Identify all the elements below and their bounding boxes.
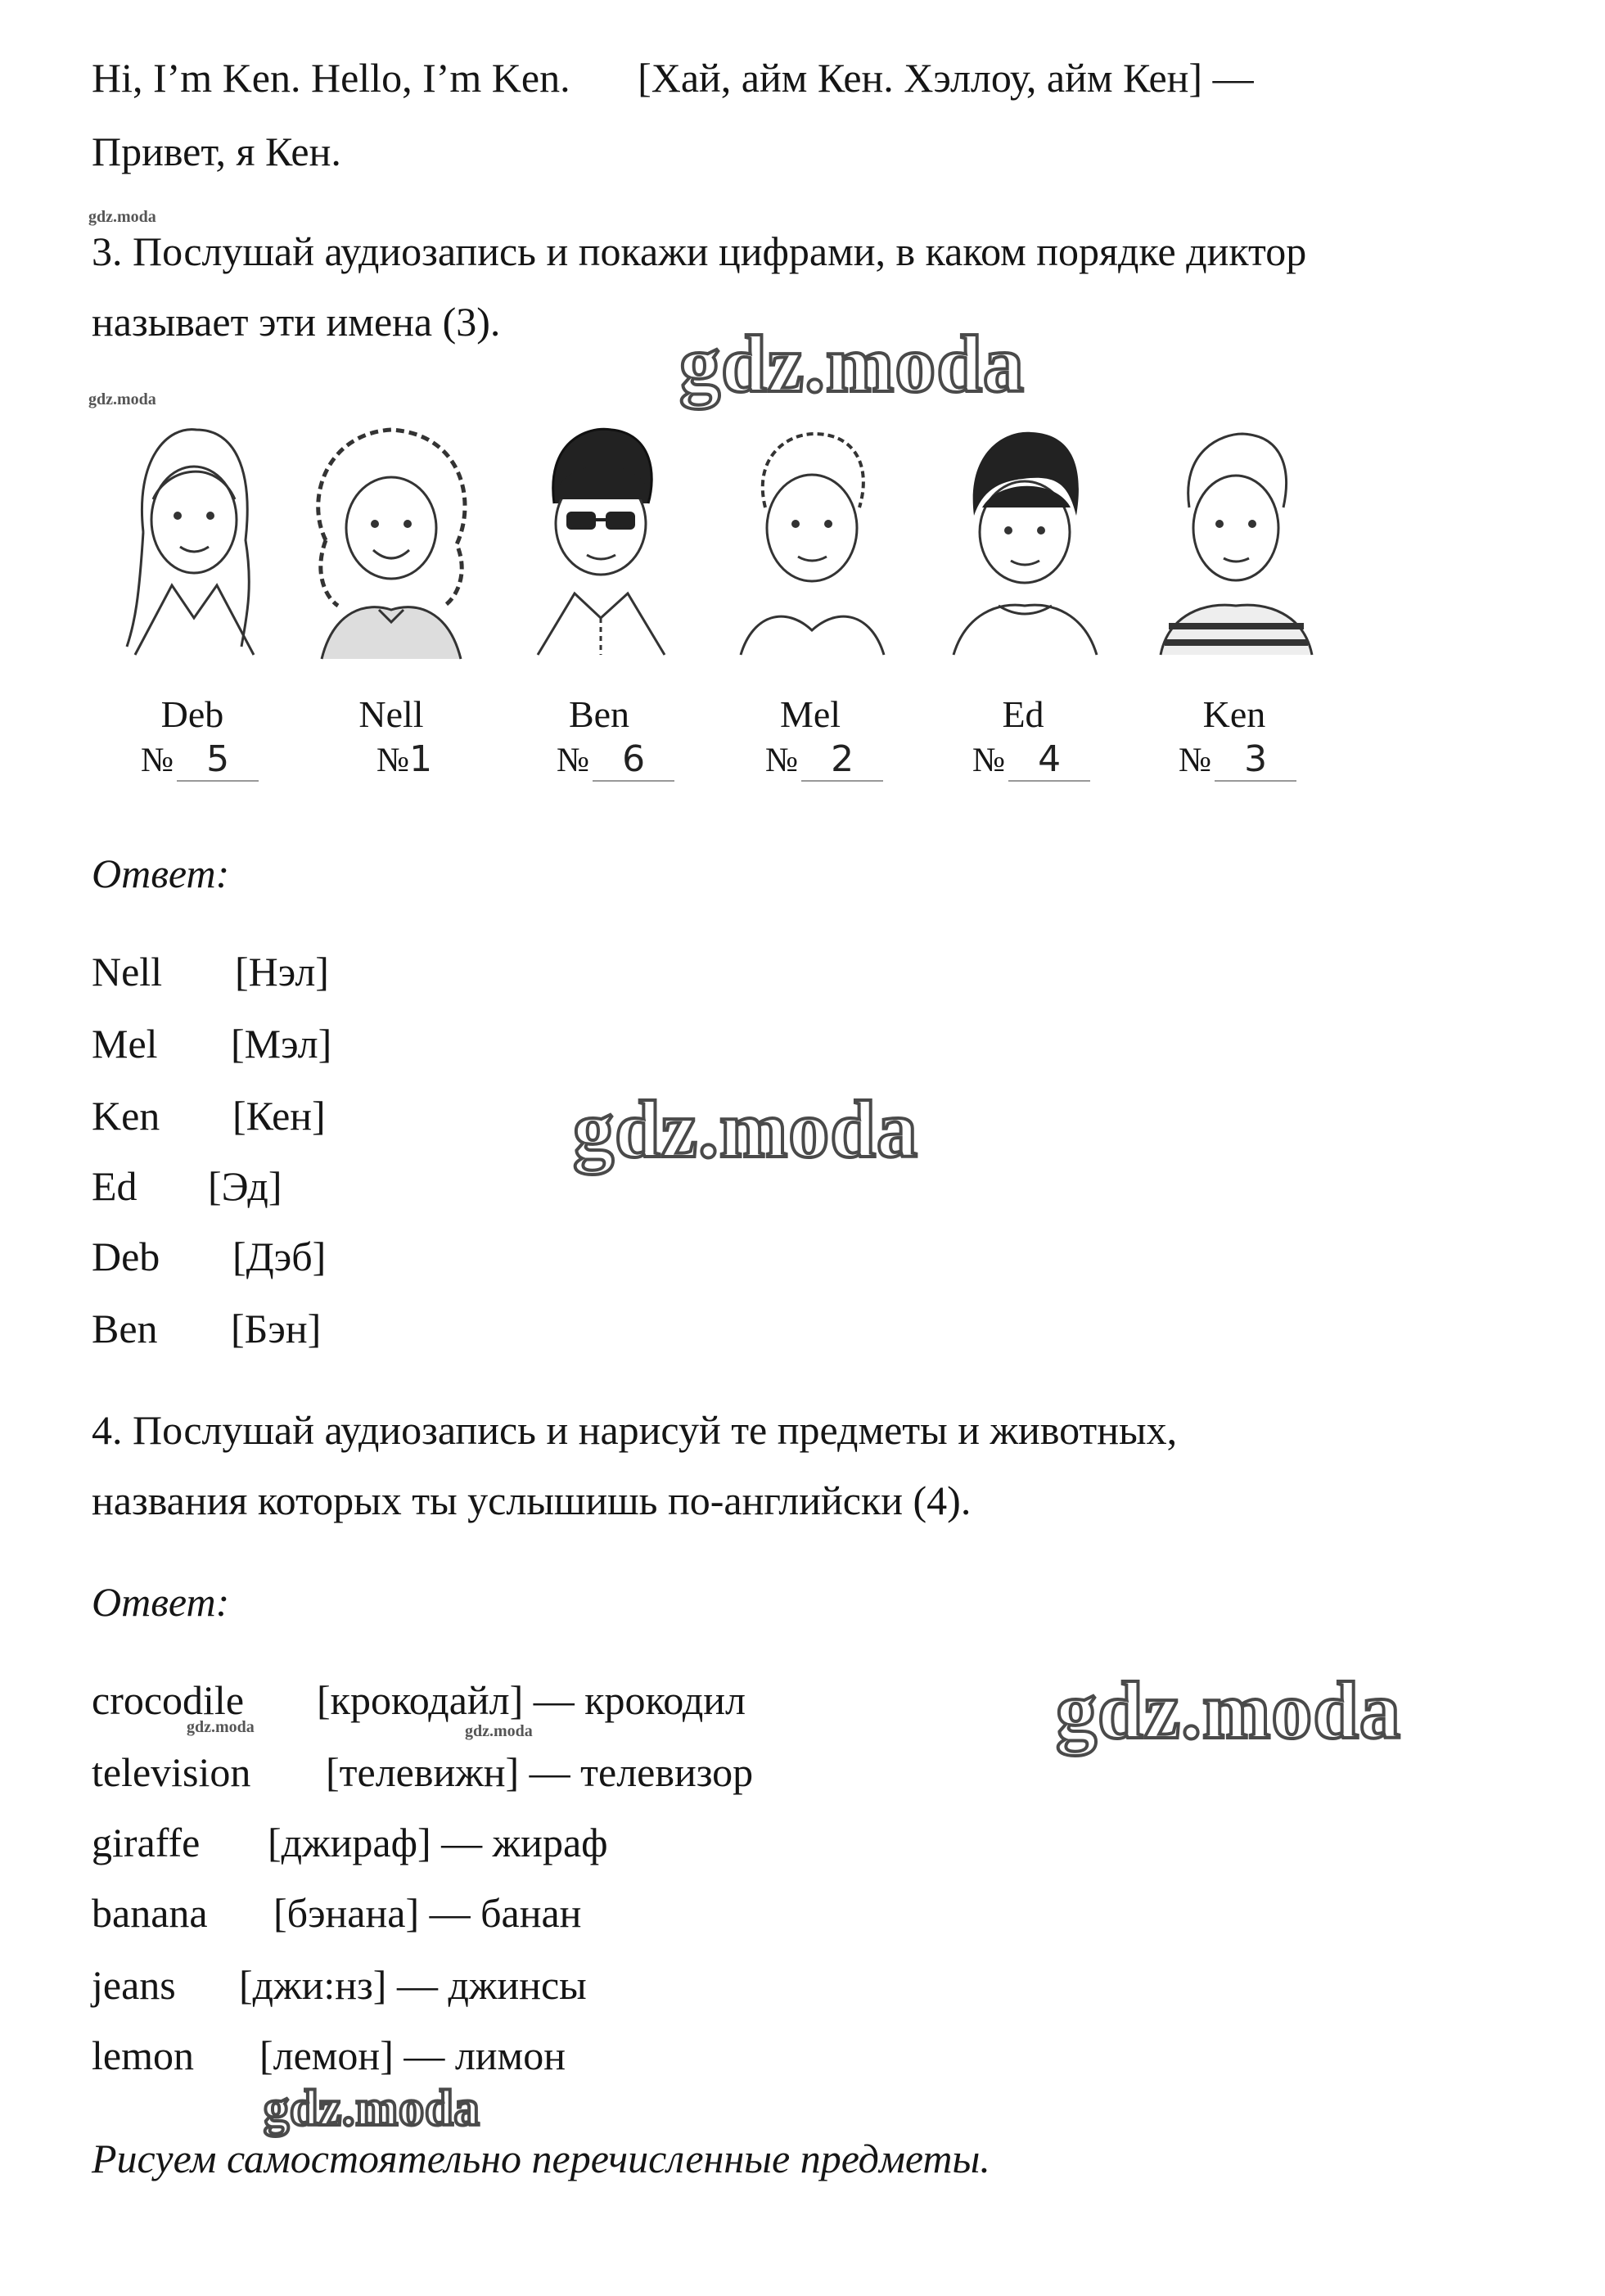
footer-note: Рисуем самостоятельно перечисленные предметы. bbox=[92, 2136, 990, 2181]
answer3-ru: [Дэб] bbox=[232, 1234, 327, 1279]
answer4-ru: [джираф] — жираф bbox=[268, 1820, 608, 1865]
person-number-nell bbox=[376, 738, 432, 780]
answer3-ru: [Мэл] bbox=[231, 1021, 332, 1067]
answer3-en: Ed bbox=[92, 1163, 138, 1209]
person-name-ben: Ben bbox=[568, 693, 630, 735]
handwritten-number: 4 bbox=[1038, 738, 1062, 780]
answer4-en: banana bbox=[92, 1890, 208, 1936]
watermark-small-4: gdz.moda bbox=[465, 1722, 533, 1740]
answer4-en: giraffe bbox=[92, 1820, 201, 1865]
answer4-ru: [лемон] — лимон bbox=[259, 2032, 566, 2078]
person-number-ben bbox=[557, 738, 674, 782]
portrait-nell bbox=[301, 409, 481, 663]
intro-english: Hi, I’m Ken. Hello, I’m Ken. bbox=[92, 55, 570, 101]
answer3-en: Deb bbox=[92, 1234, 160, 1279]
watermark-small-1: gdz.moda bbox=[88, 208, 156, 226]
answer4-ru: [бэнана] — банан bbox=[273, 1890, 582, 1936]
person-number-ed bbox=[972, 738, 1090, 782]
answer4-ru: [крокодайл] — крокодил bbox=[317, 1677, 746, 1723]
portrait-ed bbox=[933, 409, 1113, 663]
task4-line2: названия которых ты услышишь по-английски (4). bbox=[92, 1477, 972, 1523]
portrait-deb bbox=[102, 409, 282, 663]
handwritten-number: 5 bbox=[206, 738, 230, 780]
answer3-en: Ken bbox=[92, 1093, 160, 1139]
intro-transcription: [Хай, айм Кен. Хэллоу, айм Кен] — bbox=[638, 55, 1254, 101]
handwritten-number: 3 bbox=[1244, 738, 1268, 780]
answer3-en: Mel bbox=[92, 1021, 158, 1067]
handwritten-number: 1 bbox=[409, 738, 433, 780]
watermark-4: gdz.moda bbox=[264, 2081, 480, 2136]
number-label: № bbox=[1179, 742, 1212, 779]
person-name-nell: Nell bbox=[358, 693, 424, 735]
number-label: № bbox=[557, 742, 590, 779]
answer3-ru: [Бэн] bbox=[231, 1306, 322, 1351]
answer3-ru: [Эд] bbox=[208, 1163, 282, 1209]
answer4-ru: [телевижн] — телевизор bbox=[326, 1749, 754, 1795]
person-name-ed: Ed bbox=[1002, 693, 1044, 735]
person-name-ken: Ken bbox=[1202, 693, 1266, 735]
answer3-en: Nell bbox=[92, 949, 163, 995]
number-label: № bbox=[972, 742, 1006, 779]
watermark-1: gdz.moda bbox=[679, 318, 1025, 409]
watermark-3: gdz.moda bbox=[1056, 1665, 1401, 1756]
answer4-ru: [джи:нз] — джинсы bbox=[239, 1962, 587, 2008]
number-label: № bbox=[376, 742, 410, 779]
answer4-en: lemon bbox=[92, 2032, 194, 2078]
answer4-en: crocodile bbox=[92, 1677, 245, 1723]
watermark-small-2: gdz.moda bbox=[88, 390, 156, 408]
person-number-mel bbox=[765, 738, 883, 782]
answer3-ru: [Кен] bbox=[232, 1093, 326, 1139]
number-label: № bbox=[141, 742, 174, 779]
answer-label-4: Ответ: bbox=[92, 1579, 230, 1625]
answer4-en: television bbox=[92, 1749, 251, 1795]
task3-line2: называет эти имена (3). bbox=[92, 299, 501, 345]
person-name-deb: Deb bbox=[160, 693, 224, 735]
portrait-mel bbox=[720, 409, 900, 663]
portrait-ken bbox=[1144, 409, 1324, 663]
person-name-mel: Mel bbox=[779, 693, 841, 735]
answer-label-3: Ответ: bbox=[92, 850, 230, 896]
answer3-ru: [Нэл] bbox=[235, 949, 329, 995]
watermark-small-3: gdz.moda bbox=[187, 1718, 255, 1736]
watermark-2: gdz.moda bbox=[573, 1084, 918, 1175]
task3-line1: 3. Послушай аудиозапись и покажи цифрами, в каком порядке диктор bbox=[92, 228, 1307, 274]
handwritten-number: 2 bbox=[831, 738, 854, 780]
answer3-en: Ben bbox=[92, 1306, 158, 1351]
task4-line1: 4. Послушай аудиозапись и нарисуй те предметы и животных, bbox=[92, 1407, 1178, 1453]
person-number-deb bbox=[141, 738, 259, 782]
number-label: № bbox=[765, 742, 799, 779]
handwritten-number: 6 bbox=[622, 738, 646, 780]
answer4-en: jeans bbox=[92, 1962, 176, 2008]
intro-translation: Привет, я Кен. bbox=[92, 129, 341, 174]
portrait-ben bbox=[509, 409, 689, 663]
person-number-ken bbox=[1179, 738, 1296, 782]
